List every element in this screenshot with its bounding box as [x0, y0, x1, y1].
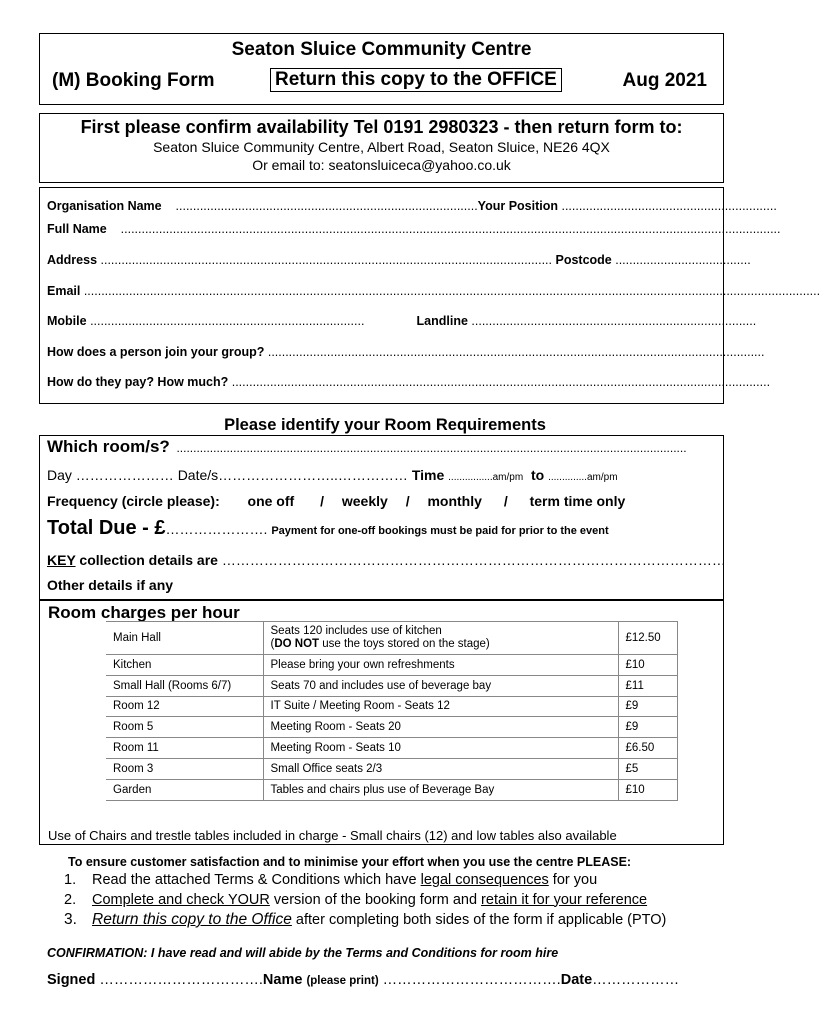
table-row [106, 622, 677, 655]
price-cell: £6.50 [618, 738, 677, 759]
step3-text: after completing both sides of the form if applicable (PTO) [291, 912, 667, 928]
email-label: Email [47, 284, 81, 298]
freq-one-off[interactable]: one off [247, 493, 295, 509]
freq-monthly[interactable]: monthly [427, 493, 482, 509]
ensure-note: To ensure customer satisfaction and to minimise your effort when you use the centre PLEASE: [68, 855, 632, 869]
charges-footer-note: Use of Chairs and trestle tables included in charge - Small chairs (12) and low tables also available [48, 828, 617, 843]
payment-question-field[interactable]: How do they pay? How much? ........................................................................................................................................................... [47, 375, 771, 389]
room-cell: Room 12 [106, 696, 263, 717]
contact-details-box [39, 187, 820, 404]
dates-label: Date/s [177, 467, 219, 483]
retain-text: retain it for your reference [481, 891, 648, 908]
price-cell: £11 [618, 675, 677, 696]
form-name: (M) Booking Form [52, 70, 215, 91]
room-cell: Room 3 [106, 758, 263, 779]
price-cell: £10 [618, 655, 677, 676]
room-charges-title: Room charges per hour [48, 603, 240, 622]
table-row [106, 738, 677, 759]
frequency-label: Frequency (circle please): [47, 493, 220, 509]
other-details-field[interactable] [47, 577, 716, 593]
full-name-field[interactable]: Full Name .............................................................................................................................................................................................. [47, 222, 781, 236]
room-cell: Room 11 [106, 738, 263, 759]
return-copy-text: Return this copy to the Office [92, 911, 292, 928]
am-pm-2: am/pm [586, 472, 618, 483]
postcode-label: Postcode [555, 253, 612, 267]
print-note: (please print) [306, 975, 379, 987]
confirm-heading: First please confirm availability Tel 0191 2980323 - then return form to: [80, 117, 683, 137]
table-row [106, 779, 677, 800]
date-label: Date [560, 972, 593, 988]
total-due-field[interactable]: Total Due - £…………………. Payment for one-off bookings must be paid for prior to the event [47, 517, 609, 539]
room-cell: Garden [106, 779, 263, 800]
form-date: Aug 2021 [622, 70, 707, 91]
frequency-field[interactable]: Frequency (circle please): one off / weekly / monthly / term time only [47, 493, 626, 509]
org-name-field[interactable]: Organisation Name .......................................................................................Your Position .............................................................. [47, 199, 777, 213]
key-collection-label: collection details are [75, 552, 218, 568]
email-field[interactable]: Email .................................................................................................................................................................................................................... [47, 284, 820, 298]
price-cell: £5 [618, 758, 677, 779]
to-label: to [530, 467, 545, 483]
return-note: Return this copy to the OFFICE [270, 68, 562, 92]
price-cell: £10 [618, 779, 677, 800]
am-pm-1: am/pm [492, 472, 524, 483]
payment-question-label: How do they pay? How much? [47, 375, 229, 389]
list-item: 1. Read the attached Terms & Conditions which have legal consequences for you [64, 872, 598, 888]
step1-text: Read the attached Terms & Conditions which have [92, 872, 421, 888]
freq-term-time[interactable]: term time only [529, 493, 626, 509]
name-label: Name [262, 972, 303, 988]
do-not-text: DO NOT [274, 638, 320, 650]
room-requirements-box [39, 435, 724, 600]
full-name-label: Full Name [47, 222, 107, 236]
room-requirements-title: Please identify your Room Requirements [224, 416, 546, 434]
desc-cell: Tables and chairs plus use of Beverage Bay [263, 779, 618, 800]
desc-cell: Meeting Room - Seats 20 [263, 717, 618, 738]
desc-line1: Seats 120 includes use of kitchen [270, 625, 442, 637]
room-cell: Kitchen [106, 655, 263, 676]
desc-cell: Meeting Room - Seats 10 [263, 738, 618, 759]
phone-field[interactable]: Mobile ............................................................................... Landline .................................................................................. [47, 314, 757, 328]
table-row [106, 717, 677, 738]
room-charges-box [39, 600, 724, 845]
room-cell: Room 5 [106, 717, 263, 738]
which-room-field[interactable]: Which room/s? ......................................................................................................................................................... [47, 437, 687, 456]
confirmation-statement: CONFIRMATION: I have read and will abide by the Terms and Conditions for room hire [47, 946, 559, 960]
day-label: Day [47, 467, 72, 483]
address-label: Address [47, 253, 98, 267]
other-details-label: Other details if any [47, 577, 174, 593]
desc-cell: IT Suite / Meeting Room - Seats 12 [263, 696, 618, 717]
table-row [106, 696, 677, 717]
join-question-field[interactable]: How does a person join your group? ............................................................................................................................................... [47, 345, 765, 359]
payment-note: Payment for one-off bookings must be paid for prior to the event [271, 525, 609, 537]
key-word: KEY [47, 552, 76, 568]
signed-label: Signed [47, 972, 96, 988]
time-label: Time [411, 467, 445, 483]
desc-cell: Please bring your own refreshments [263, 655, 618, 676]
step1-end: for you [548, 872, 598, 888]
desc-cell: Seats 70 and includes use of beverage bay [263, 675, 618, 696]
complete-check-text: Complete and check YOUR [92, 891, 270, 908]
table-row [106, 655, 677, 676]
centre-address: Seaton Sluice Community Centre, Albert Road, Seaton Sluice, NE26 4QX [153, 139, 610, 155]
page-title: Seaton Sluice Community Centre [231, 39, 532, 60]
price-cell: £9 [618, 696, 677, 717]
legal-consequences-text: legal consequences [420, 872, 549, 888]
key-collection-field[interactable]: KEY collection details are ……………………………………………………………………………………………… [47, 552, 726, 568]
step2-text: version of the booking form and [269, 891, 482, 908]
table-row [106, 675, 677, 696]
signature-line[interactable]: Signed …………………………….Name (please print) ……………………………….Date……………… [47, 972, 680, 988]
price-cell: £9 [618, 717, 677, 738]
room-charges-table [106, 621, 678, 801]
day-time-field[interactable]: Day ………………… Date/s……………………..…………… Time ................am/pm to ..............am/pm [47, 467, 618, 483]
address-field[interactable]: Address .................................................................................................................................. Postcode ....................................... [47, 253, 751, 267]
mobile-label: Mobile [47, 314, 87, 328]
room-cell: Main Hall [106, 622, 263, 655]
desc-line2: use the toys stored on the stage) [319, 638, 490, 650]
which-room-label: Which room/s? [47, 437, 170, 456]
list-item: 3. Return this copy to the Office after completing both sides of the form if applicable (PTO) [64, 911, 667, 928]
price-cell: £12.50 [618, 622, 677, 655]
total-due-label: Total Due - £ [47, 517, 166, 539]
centre-email: Or email to: seatonsluiceca@yahoo.co.uk [252, 157, 511, 173]
header-box [39, 33, 724, 105]
position-label: Your Position [477, 199, 558, 213]
room-cell: Small Hall (Rooms 6/7) [106, 675, 263, 696]
instructions-list [64, 872, 666, 931]
list-item: 2. Complete and check YOUR version of the booking form and retain it for your reference [64, 891, 648, 908]
landline-label: Landline [416, 314, 468, 328]
desc-cell: Seats 120 includes use of kitchen (DO NOT use the toys stored on the stage) [263, 622, 618, 655]
confirm-availability-box [39, 113, 724, 183]
table-row [106, 758, 677, 779]
org-name-label: Organisation Name [47, 199, 162, 213]
desc-cell: Small Office seats 2/3 [263, 758, 618, 779]
join-question-label: How does a person join your group? [47, 345, 265, 359]
freq-weekly[interactable]: weekly [341, 493, 388, 509]
